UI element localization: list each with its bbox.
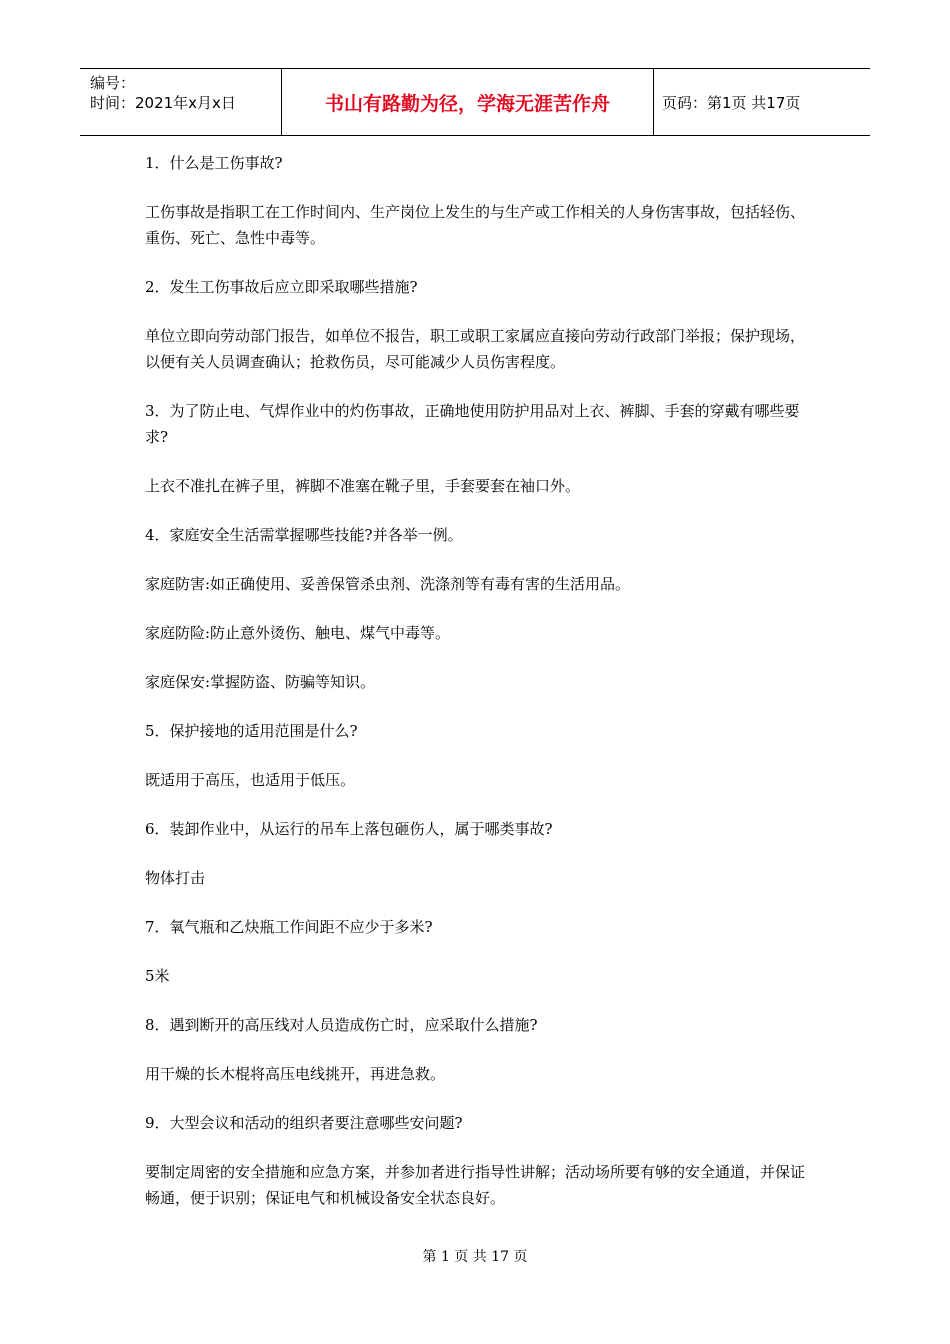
header-page-cell (654, 69, 870, 135)
page-footer (0, 1246, 950, 1266)
answer-4b: 家庭防险:防止意外烫伤、触电、煤气中毒等。 (145, 624, 451, 642)
answer-2: 单位立即向劳动部门报告，如单位不报告，职工或职工家属应直接向劳动行政部门举报；保护现场，以便有关人员调查确认；抢救伤员，尽可能减少人员伤害程度。 (145, 327, 806, 371)
number-label: 编号： (90, 74, 136, 92)
answer-3: 上衣不准扎在裤子里，裤脚不准塞在靴子里，手套要套在袖口外。 (145, 477, 581, 495)
question-3: 3．为了防止电、气焊作业中的灼伤事故，正确地使用防护用品对上衣、裤脚、手套的穿戴有哪些要求? (145, 402, 800, 446)
header-motto-cell (282, 69, 654, 135)
header-meta-cell (80, 69, 282, 135)
footer-page-number: 第 1 页 共 17 页 (422, 1249, 528, 1265)
question-9: 9．大型会议和活动的组织者要注意哪些安问题? (145, 1114, 463, 1132)
answer-6: 物体打击 (145, 869, 206, 887)
answer-5: 既适用于高压，也适用于低压。 (145, 771, 356, 789)
question-7: 7．氧气瓶和乙炔瓶工作间距不应少于多米? (145, 918, 433, 936)
answer-7: 5米 (145, 967, 170, 985)
question-4: 4．家庭安全生活需掌握哪些技能?并各举一例。 (145, 526, 463, 544)
answer-9: 要制定周密的安全措施和应急方案，并参加者进行指导性讲解；活动场所要有够的安全通道，并保证畅通，便于识别；保证电气和机械设备安全状态良好。 (145, 1163, 806, 1207)
date-line: 时间：2021年x月x日 (90, 94, 236, 112)
answer-4a: 家庭防害:如正确使用、妥善保管杀虫剂、洗涤剂等有毒有害的生活用品。 (145, 575, 631, 593)
question-5: 5．保护接地的适用范围是什么? (145, 722, 358, 740)
answer-8: 用干燥的长木棍将高压电线挑开，再进急救。 (145, 1065, 446, 1083)
document-body (145, 150, 815, 1234)
answer-1: 工伤事故是指职工在工作时间内、生产岗位上发生的与生产或工作相关的人身伤害事故，包括轻伤、重伤、死亡、急性中毒等。 (145, 203, 806, 247)
motto-text: 书山有路勤为径，学海无涯苦作舟 (324, 92, 610, 115)
answer-4c: 家庭保安:掌握防盗、防骗等知识。 (145, 673, 376, 691)
question-6: 6．装卸作业中，从运行的吊车上落包砸伤人，属于哪类事故? (145, 820, 553, 838)
question-1: 1．什么是工伤事故? (145, 154, 283, 172)
question-2: 2．发生工伤事故后应立即采取哪些措施? (145, 278, 418, 296)
question-8: 8．遇到断开的高压线对人员造成伤亡时，应采取什么措施? (145, 1016, 538, 1034)
header-table (80, 68, 870, 136)
page-info: 页码：第1页 共17页 (662, 93, 801, 112)
